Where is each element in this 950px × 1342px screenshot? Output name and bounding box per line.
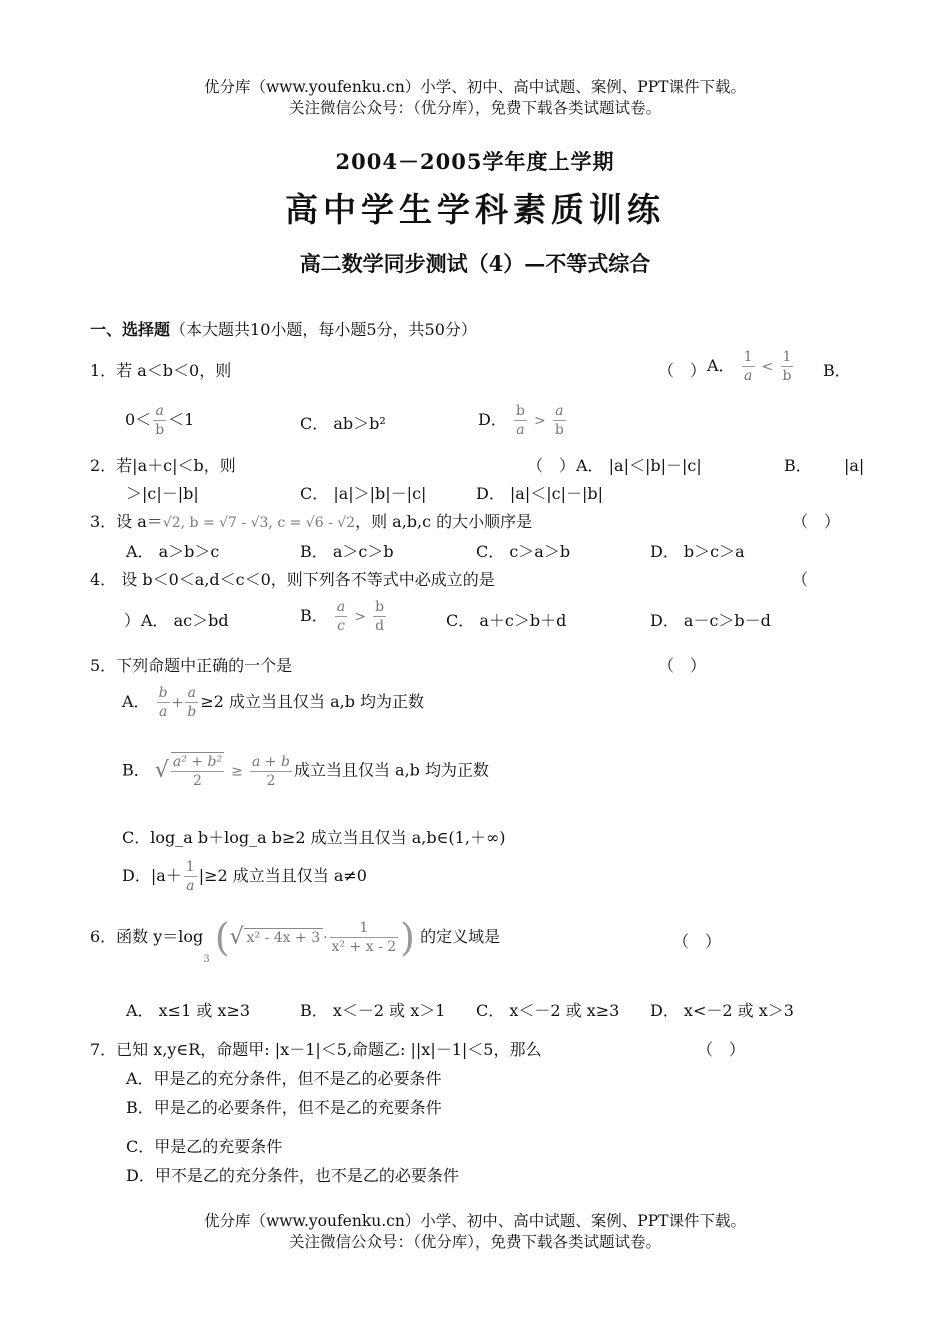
q3-option-d: D． b＞c＞a [650, 542, 745, 561]
q3-option-a: A． a＞b＞c [126, 542, 220, 561]
q5-a-frac1: $\frac{b}{a}$ [158, 685, 168, 720]
title-main: 高中学生学科素质训练 [285, 190, 665, 229]
section-heading [90, 319, 477, 341]
q7-option-a: A．甲是乙的充分条件，但不是乙的必要条件 [126, 1069, 442, 1088]
q1-option-d [478, 402, 568, 439]
q1-option-b: 0＜ $\frac{a}{b}$ ＜1 [125, 403, 195, 438]
q1-a-relation: < [761, 359, 774, 375]
q1-d-frac2: $\frac{a}{b}$ [554, 403, 564, 438]
q6-option-d: D． x<－2 或 x＞3 [650, 1001, 794, 1020]
q4-stem: 4． 设 b＜0＜a,d＜c＜0，则下列各不等式中必成立的是 [90, 570, 495, 589]
q4-option-a: A． ac＞bd [141, 611, 229, 630]
title-year: 2004－2005学年度上学期 [335, 149, 615, 174]
q4-b-frac1: $\frac{a}{c}$ [336, 599, 346, 634]
q6-frac: $\frac{1}{\text{x² + x - 2}}$ [331, 920, 397, 955]
sqrt-symbol-icon: √ [229, 924, 244, 950]
q5-option-b: B． √ $\frac{\text{a² + b²}}{2}$ ≥ $\frac{a + b}{2}$ 成立当且仅当 a,b 均为正数 [122, 753, 489, 789]
banner-line-1: 优分库（www.youfenku.cn）小学、初中、高中试题、案例、PPT课件下载。 [203, 1212, 747, 1230]
q1-b-label: B． [823, 361, 851, 380]
q1-b-frac: $\frac{a}{b}$ [155, 403, 165, 438]
q5-a-frac2: $\frac{a}{b}$ [187, 685, 197, 720]
banner-line-1: 优分库（www.youfenku.cn）小学、初中、高中试题、案例、PPT课件下载。 [203, 78, 747, 96]
q5-option-d: D．|a＋ $\frac{1}{a}$ |≥2 成立当且仅当 a≠0 [122, 859, 367, 894]
q1-a-frac1: $\frac{1}{a}$ [743, 349, 753, 384]
q1-a-frac2: $\frac{1}{b}$ [782, 349, 792, 384]
q1-d-frac1: $\frac{b}{a}$ [515, 403, 525, 438]
q3-option-b: B． a＞c＞b [300, 542, 394, 561]
q7-option-b: B．甲是乙的必要条件，但不是乙的充要条件 [126, 1098, 442, 1117]
section-note: （本大题共10小题，每小题5分，共50分） [170, 320, 477, 339]
q6-sqrt-expr: x² - 4x + 3 [244, 928, 323, 947]
q2-option-c: C． |a|＞|b|－|c| [300, 484, 427, 503]
q2-option-d: D． |a|＜|c|－|b| [476, 484, 604, 503]
q7-option-d: D．甲不是乙的充分条件，也不是乙的必要条件 [126, 1166, 459, 1185]
q4-option-d: D． a－c＞b－d [650, 611, 771, 630]
q6-open-paren: ( [214, 915, 230, 960]
q5-b-frac: $\frac{a + b}{2}$ [251, 753, 290, 789]
q1-answer-paren: （ ） [658, 361, 707, 380]
q2-b-part2: ＞|c|－|b| [126, 484, 199, 503]
q3-stem-math: √2, b = √7 - √3, c = √6 - √2 [162, 515, 356, 531]
q1-d-label: D． [478, 410, 507, 429]
banner-line-2: 关注微信公众号：（优分库），免费下载各类试题试卷。 [288, 1233, 661, 1251]
q1-a-label: A． [707, 356, 735, 375]
title-subtitle: 高二数学同步测试（4）—不等式综合 [299, 251, 651, 276]
q1-stem: 1．若 a＜b＜0，则 [90, 361, 232, 380]
q6-log-base: 3 [203, 954, 210, 966]
q5-d-frac: $\frac{1}{a}$ [185, 859, 195, 894]
header-banner [0, 77, 950, 119]
section-title: 一、选择题 [90, 320, 171, 339]
q5-answer-paren: （ ） [658, 656, 707, 675]
q6-stem: 6．函数 $y=\log_3$ (√ x² - 4x + 3 · $\frac{1}{\text{x² + x - 2}}$ ) 的定义域是 [90, 915, 501, 966]
q1-option-c: C． ab＞b² [300, 414, 386, 433]
q1-d-relation: > [534, 413, 546, 429]
q6-close-paren: ) [400, 915, 415, 960]
q6-answer-paren: （ ） [673, 932, 722, 951]
q4-paren-close: ） [124, 611, 141, 630]
q6-option-a: A． x≤1 或 x≥3 [126, 1001, 251, 1020]
q4-b-frac2: $\frac{b}{d}$ [375, 599, 385, 634]
sqrt-symbol-icon: √ [154, 758, 169, 783]
q2-b-label: B． [784, 456, 812, 475]
q7-option-c: C．甲是乙的充要条件 [126, 1137, 283, 1156]
q5-option-a: A． $\frac{b}{a}$ + $\frac{a}{b}$ ≥2 成立当且仅当 a,b 均为正数 [122, 685, 425, 720]
q5-b-sqrt-frac: $\frac{\text{a² + b²}}{2}$ [172, 754, 223, 789]
q4-paren-open: （ [792, 570, 809, 589]
banner-line-2: 关注微信公众号：（优分库），免费下载各类试题试卷。 [288, 99, 661, 117]
footer-banner [0, 1211, 950, 1253]
q7-answer-paren: （ ） [697, 1040, 746, 1059]
q3-option-c: C． c＞a＞b [476, 542, 571, 561]
q2-b-part1: |a| [844, 456, 865, 475]
q4-option-b: B． $\frac{a}{c}$ > $\frac{b}{d}$ [300, 599, 385, 634]
q2-option-a: A． |a|＜|b|－|c| [576, 456, 702, 475]
q2-stem: 2．若|a＋c|＜b，则 [90, 456, 236, 475]
q3-stem: 3．设 a＝√2, b = √7 - √3, c = √6 - √2，则 a,b,c 的大小顺序是 [90, 512, 533, 531]
q5-option-c: C．log_a b＋log_a b≥2 成立当且仅当 a,b∈(1,＋∞) [122, 828, 506, 847]
q6-option-b: B． x＜－2 或 x＞1 [300, 1001, 446, 1020]
q5-stem: 5．下列命题中正确的一个是 [90, 656, 293, 675]
q7-stem: 7．已知 x,y∈R，命题甲: |x－1|＜5,命题乙: ||x|－1|＜5，那么 [90, 1040, 542, 1059]
q6-option-c: C． x＜－2 或 x≥3 [476, 1001, 620, 1020]
q4-option-c: C． a＋c＞b＋d [446, 611, 567, 630]
q2-answer-paren: （ ） [527, 456, 576, 475]
q1-option-a [707, 348, 795, 385]
q3-answer-paren: （ ） [792, 512, 841, 531]
